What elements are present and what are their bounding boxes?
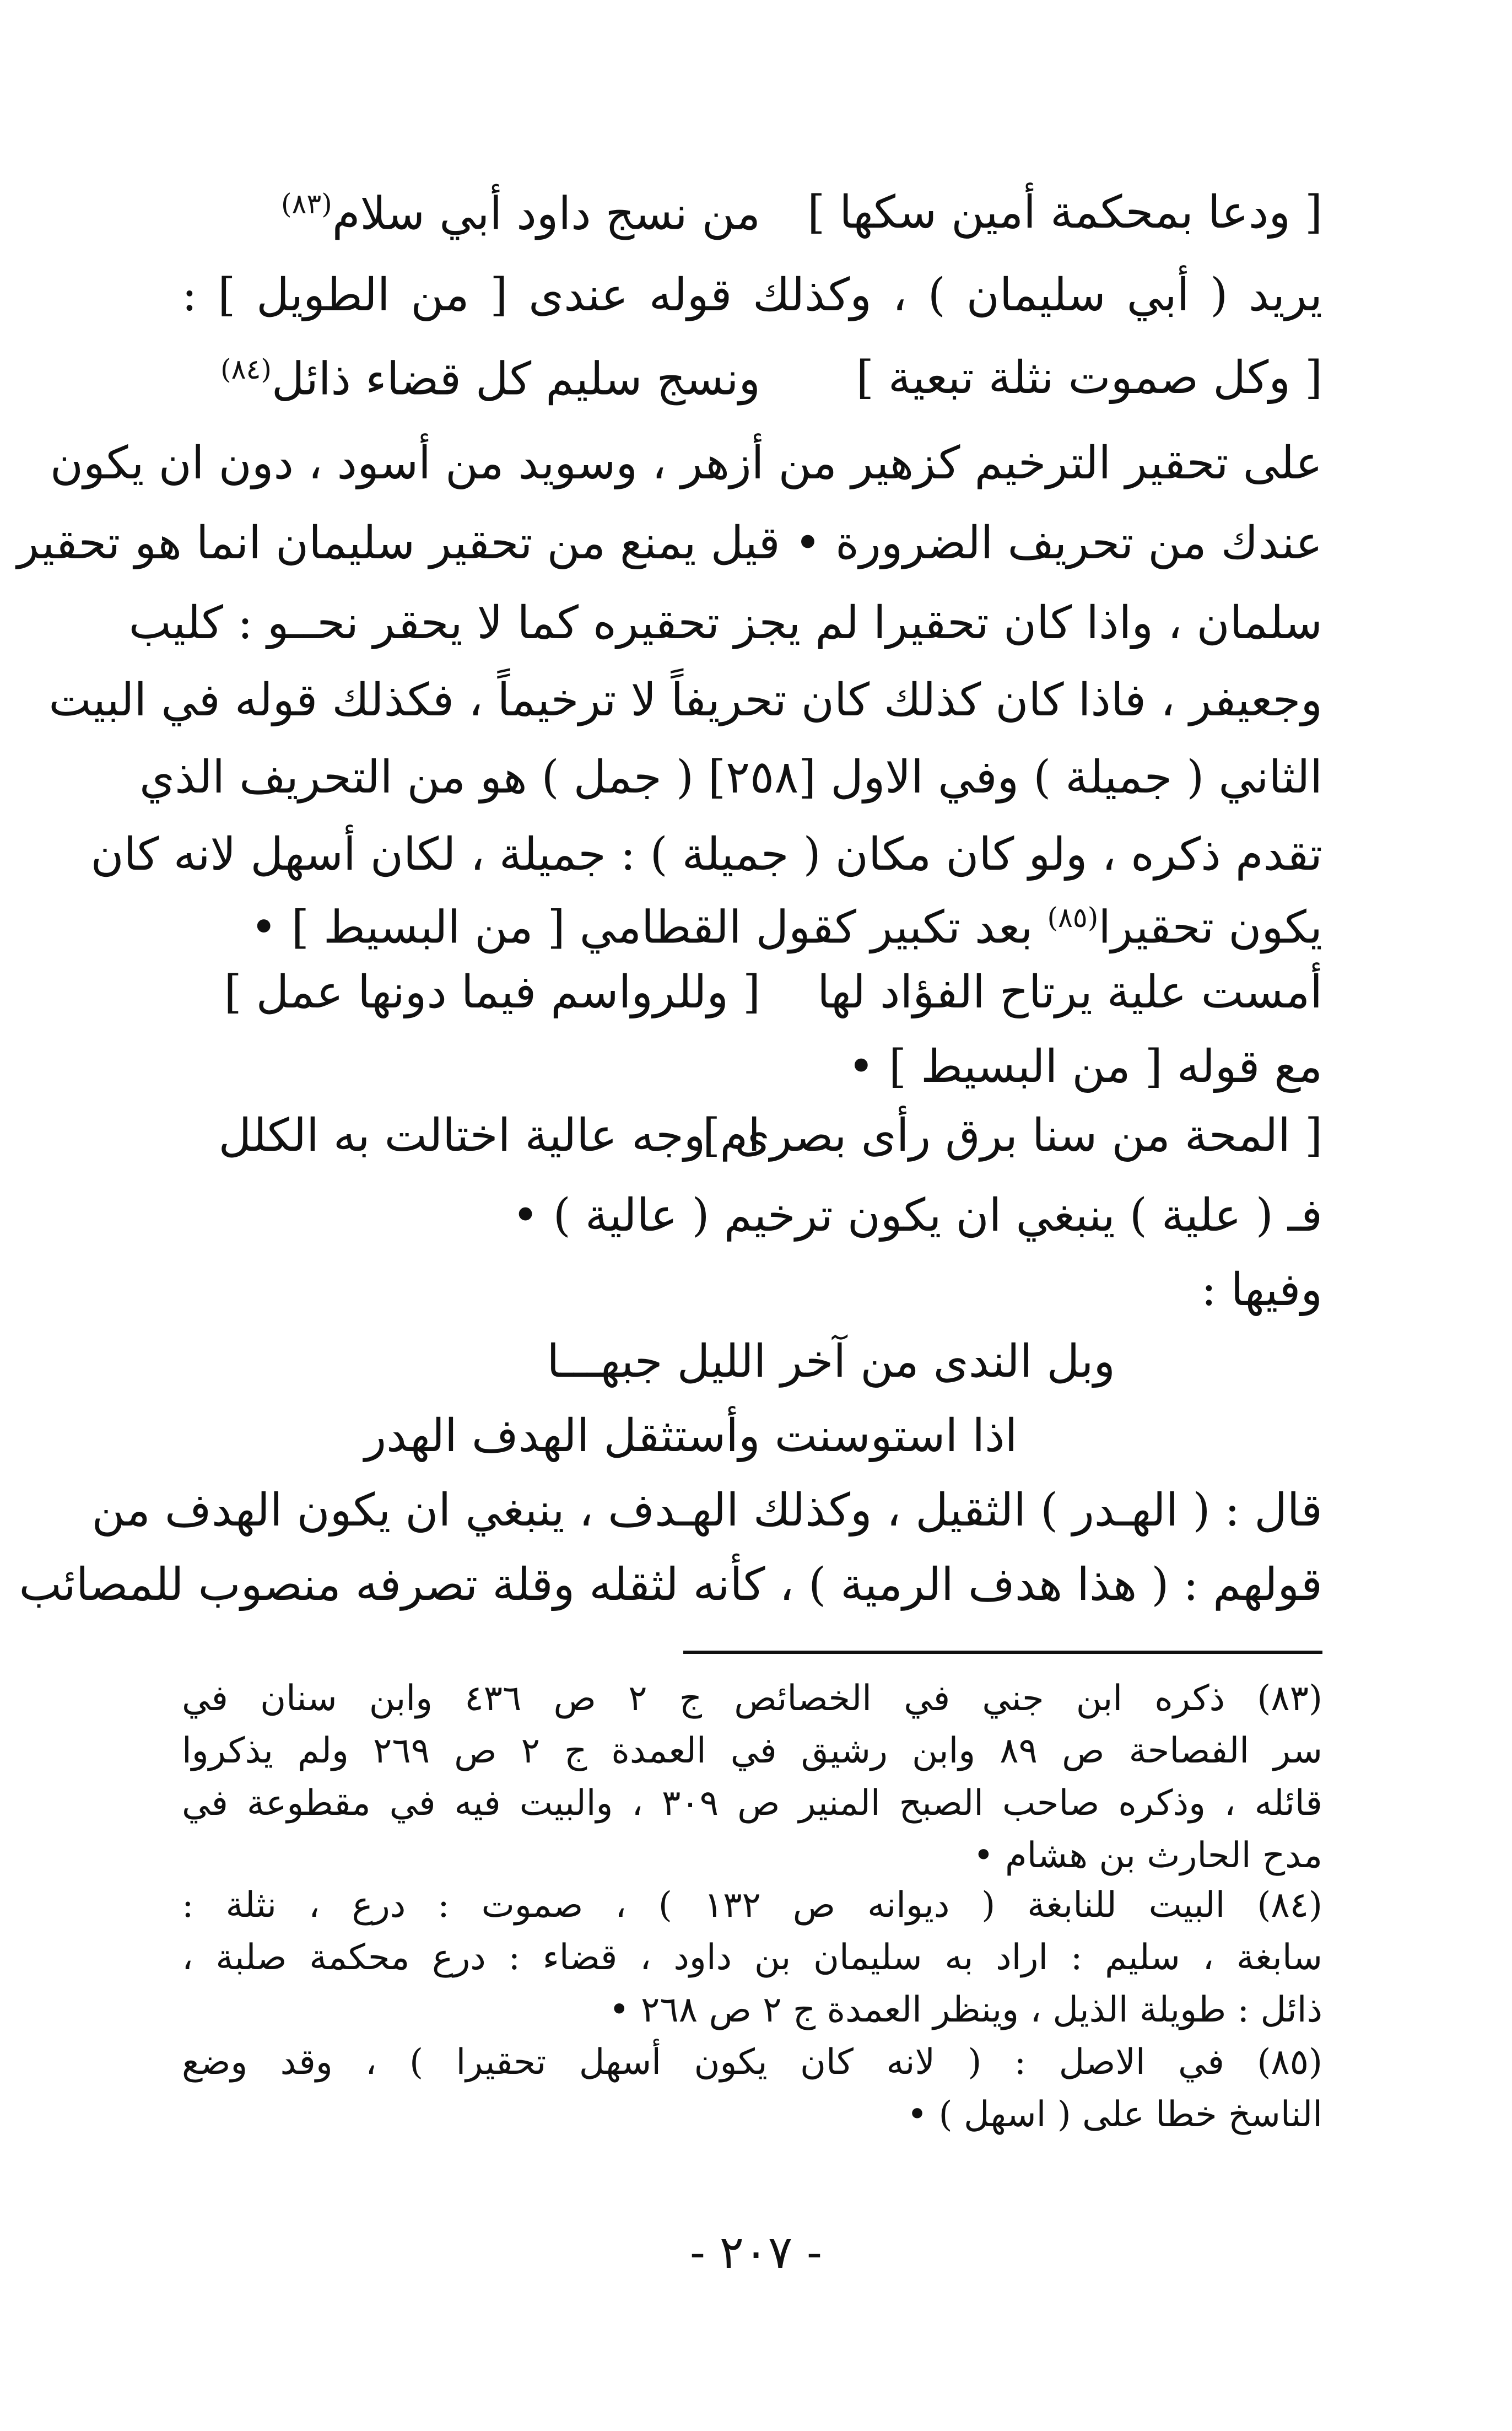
footnote-line: (٨٣) ذكره ابن جني في الخصائص ج ٢ ص ٤٣٦ وابن سنان في	[182, 1678, 1322, 1719]
footnote-line: قائله ، وذكره صاحب الصبح المنير ص ٣٠٩ ، والبيت فيه في مقطوعة في	[182, 1783, 1323, 1824]
footnote-ref: (٨٥)	[1047, 902, 1099, 934]
verse-hemistich	[182, 353, 760, 406]
footnote-separator	[683, 1651, 1322, 1654]
body-line: وجعيفر ، فاذا كان كذلك كان تحريفاً لا ترخيماً ، فكذلك قوله في البيت	[48, 674, 1322, 726]
verse-hemistich: [ وللرواسم فيما دونها عمل ]	[224, 966, 760, 1018]
body-line: على تحقير الترخيم كزهير من أزهر ، وسويد من أسود ، دون ان يكون	[50, 437, 1322, 489]
footnote-ref: (٨٤)	[220, 353, 272, 385]
verse-text: من نسج داود أبي سلام	[332, 187, 760, 240]
verse-line: وبل الندى من آخر الليل جبهـــا	[547, 1335, 1115, 1388]
footnote-ref: (٨٣)	[280, 188, 332, 220]
body-line: الثاني ( جميلة ) وفي الاول [٢٥٨] ( جمل ) هو من التحريف الذي	[139, 751, 1322, 804]
verse-hemistich: أمست علية يرتاح الفؤاد لها	[817, 966, 1322, 1018]
verse-hemistich: ام وجه عالية اختالت به الكلل	[218, 1109, 760, 1162]
verse-line: اذا استوسنت وأستثقل الهدف الهدر	[364, 1410, 1018, 1462]
body-line: قال : ( الهـدر ) الثقيل ، وكذلك الهـدف ، ينبغي ان يكون الهدف من	[91, 1484, 1322, 1537]
body-line: سلمان ، واذا كان تحقيرا لم يجز تحقيره كما لا يحقر نحــو : كليب	[128, 597, 1322, 649]
body-line: مع قوله [ من البسيط ] •	[847, 1041, 1322, 1093]
footnote-line: (٨٥) في الاصل : ( لانه كان يكون أسهل تحقيرا ) ، وقد وضع	[182, 2042, 1322, 2083]
verse-hemistich: [ ودعا بمحكمة أمين سكها ]	[807, 186, 1322, 239]
footnote-line: سابغة ، سليم : اراد به سليمان بن داود ، قضاء : درع محكمة صلبة ،	[182, 1937, 1322, 1978]
verse-hemistich: [ المحة من سنا برق رأى بصرى ]	[703, 1109, 1322, 1162]
body-line: عندك من تحريف الضرورة • قيل يمنع من تحقير سليمان انما هو تحقير	[17, 517, 1322, 569]
footnote-line: سر الفصاحة ص ٨٩ وابن رشيق في العمدة ج ٢ ص ٢٦٩ ولم يذكروا	[182, 1731, 1323, 1771]
verse-hemistich: [ وكل صموت نثلة تبعية ]	[856, 352, 1322, 404]
body-line: قولهم : ( هذا هدف الرمية ) ، كأنه لثقله وقلة تصرفه منصوب للمصائب	[19, 1559, 1322, 1611]
page-number: - ٢٠٧ -	[690, 2227, 822, 2279]
footnote-line: (٨٤) البيت للنابغة ( ديوانه ص ١٣٢ ) ، صموت : درع ، نثلة :	[182, 1885, 1323, 1926]
body-text: بعد تكبير كقول القطامي [ من البسيط ] •	[250, 901, 1033, 954]
body-line	[182, 901, 1322, 954]
body-line: يريد ( أبي سليمان ) ، وكذلك قوله عندى [ من الطويل ] :	[182, 269, 1322, 321]
body-text: يكون تحقيرا	[1098, 901, 1322, 954]
body-line: وفيها :	[1201, 1264, 1322, 1316]
verse-hemistich	[182, 187, 760, 240]
body-line: فـ ( علية ) ينبغي ان يكون ترخيم ( عالية ) •	[512, 1189, 1322, 1242]
footnote-line: ذائل : طويلة الذيل ، وينظر العمدة ج ٢ ص ٢٦٨ •	[608, 1990, 1322, 2030]
footnote-line: الناسخ خطا على ( اسهل ) •	[906, 2094, 1322, 2135]
footnote-line: مدح الحارث بن هشام •	[973, 1835, 1322, 1876]
verse-text: ونسج سليم كل قضاء ذائل	[271, 353, 760, 406]
body-line: تقدم ذكره ، ولو كان مكان ( جميلة ) : جميلة ، لكان أسهل لانه كان	[90, 828, 1322, 881]
